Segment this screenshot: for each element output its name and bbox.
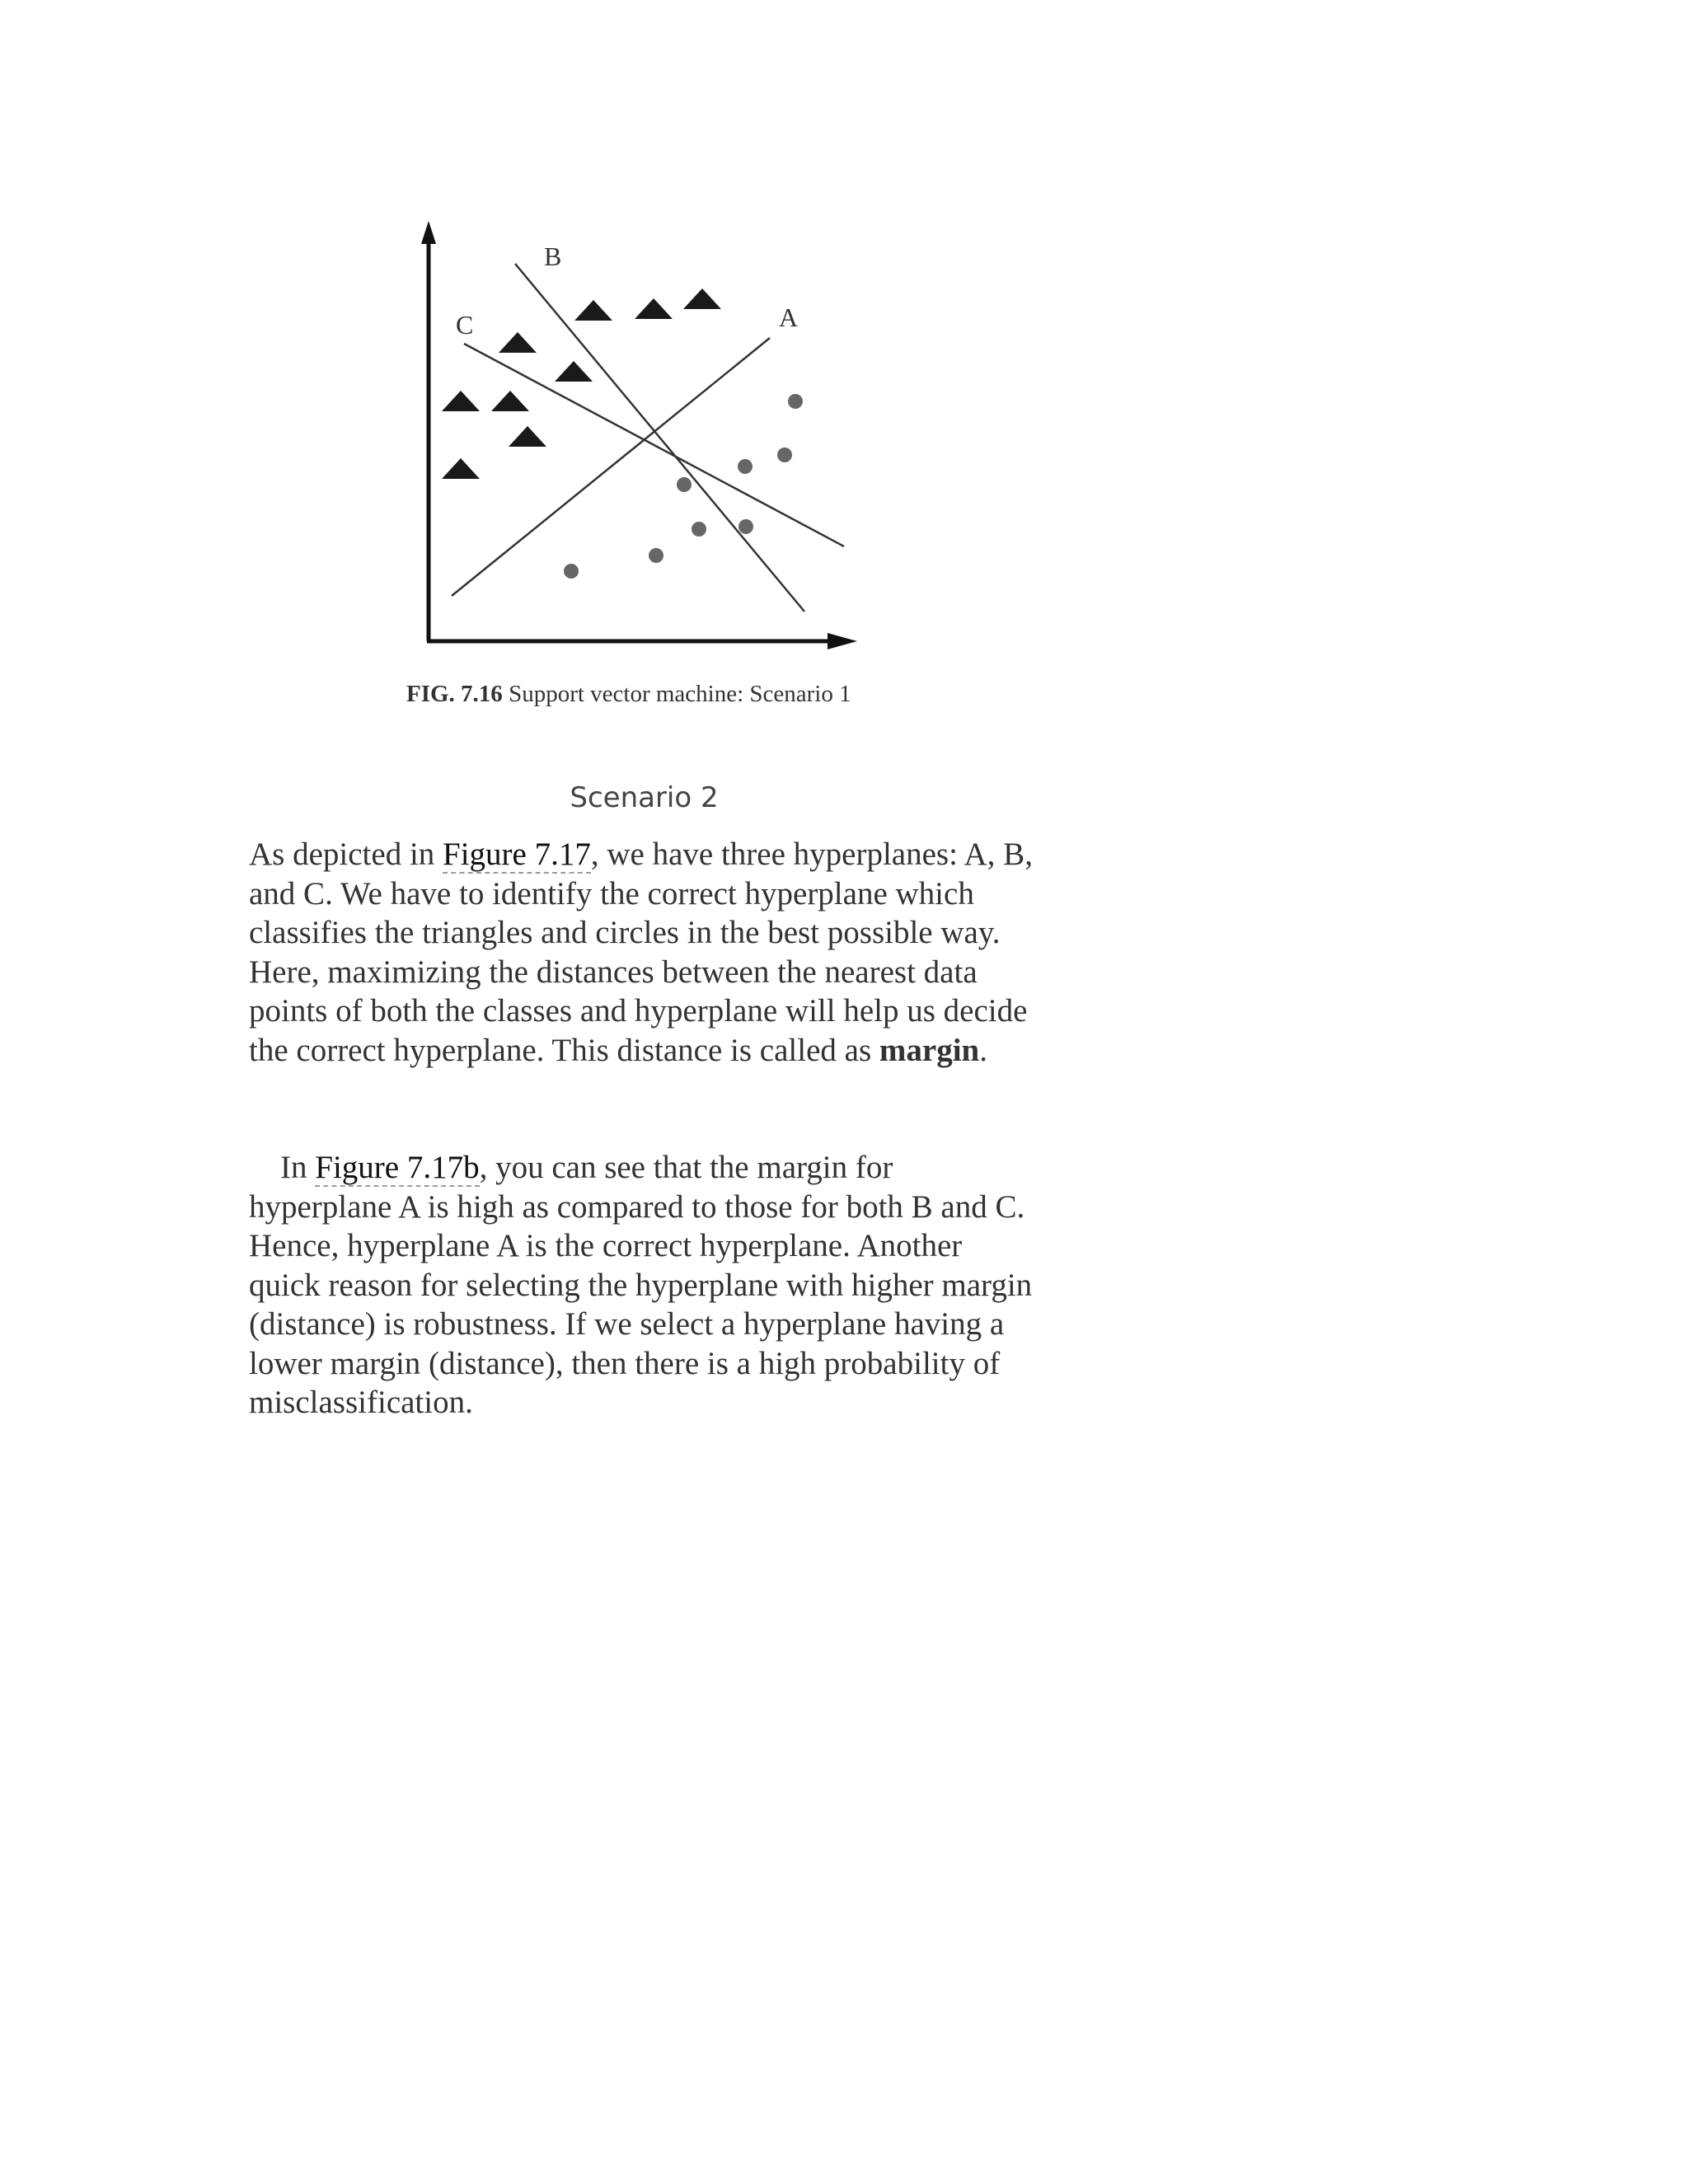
paragraph-2-text-end: , you can see that the margin for hyperplane A is high as compared to those for both B and C. Hence, hyperplane A is the correct hyperplane. Another quick reason for selecting the hyperplane with higher margin (distance) is robustness. If we select a hyperplane having a lower margin (distance), then there is a high probability of misclassification. [249, 1150, 1033, 1420]
circle-point [564, 564, 579, 579]
triangle-point [574, 300, 612, 321]
circle-point [677, 477, 692, 492]
paragraph-1-text-start: As depicted in [249, 837, 443, 872]
circle-point [649, 548, 663, 563]
circle-class-points [564, 394, 803, 579]
paragraph-2 [249, 1148, 1040, 1422]
x-axis-arrowhead [828, 633, 857, 649]
figure-caption [406, 681, 851, 708]
triangle-point [442, 391, 480, 411]
triangle-point [442, 458, 480, 479]
figure-7-17b-link[interactable]: Figure 7.17b [315, 1150, 480, 1185]
figure-number: FIG. 7.16 [406, 681, 503, 707]
hyperplane-label-c: C [456, 310, 474, 340]
hyperplane-label-b: B [544, 241, 562, 271]
triangle-point [683, 288, 721, 309]
triangle-point [635, 298, 673, 319]
paragraph-1-text-end: . [979, 1032, 987, 1068]
paragraph-2-text-start: In [280, 1150, 316, 1185]
circle-point [788, 394, 803, 409]
triangle-point [509, 426, 546, 447]
figure-7-17-link[interactable]: Figure 7.17 [443, 837, 591, 872]
circle-point [777, 448, 792, 462]
triangle-point [555, 361, 593, 382]
margin-term: margin [879, 1032, 980, 1068]
triangle-point [499, 332, 537, 353]
circle-point [738, 459, 753, 474]
section-heading: Scenario 2 [570, 781, 719, 814]
y-axis-arrowhead [421, 221, 436, 244]
circle-point [692, 522, 706, 537]
hyperplane-label-a: A [779, 302, 799, 332]
axes [421, 221, 857, 649]
paragraph-1-text-middle: , we have three hyperplanes: A, B, and C. We have to identify the correct hyperplane which classifies the triangles and circles in the best possible way. Here, maximizing the distances between the nearest data points of both the classes and hyperplane will help us decide the correct hyperplane. This distance is called as [249, 837, 1033, 1068]
svm-scenario-1-figure [0, 0, 1688, 742]
triangle-class-points [442, 288, 721, 479]
paragraph-1 [249, 835, 1040, 1070]
circle-point [738, 519, 753, 534]
figure-caption-text: Support vector machine: Scenario 1 [502, 681, 851, 707]
hyperplane-a [452, 338, 770, 596]
triangle-point [491, 391, 529, 411]
